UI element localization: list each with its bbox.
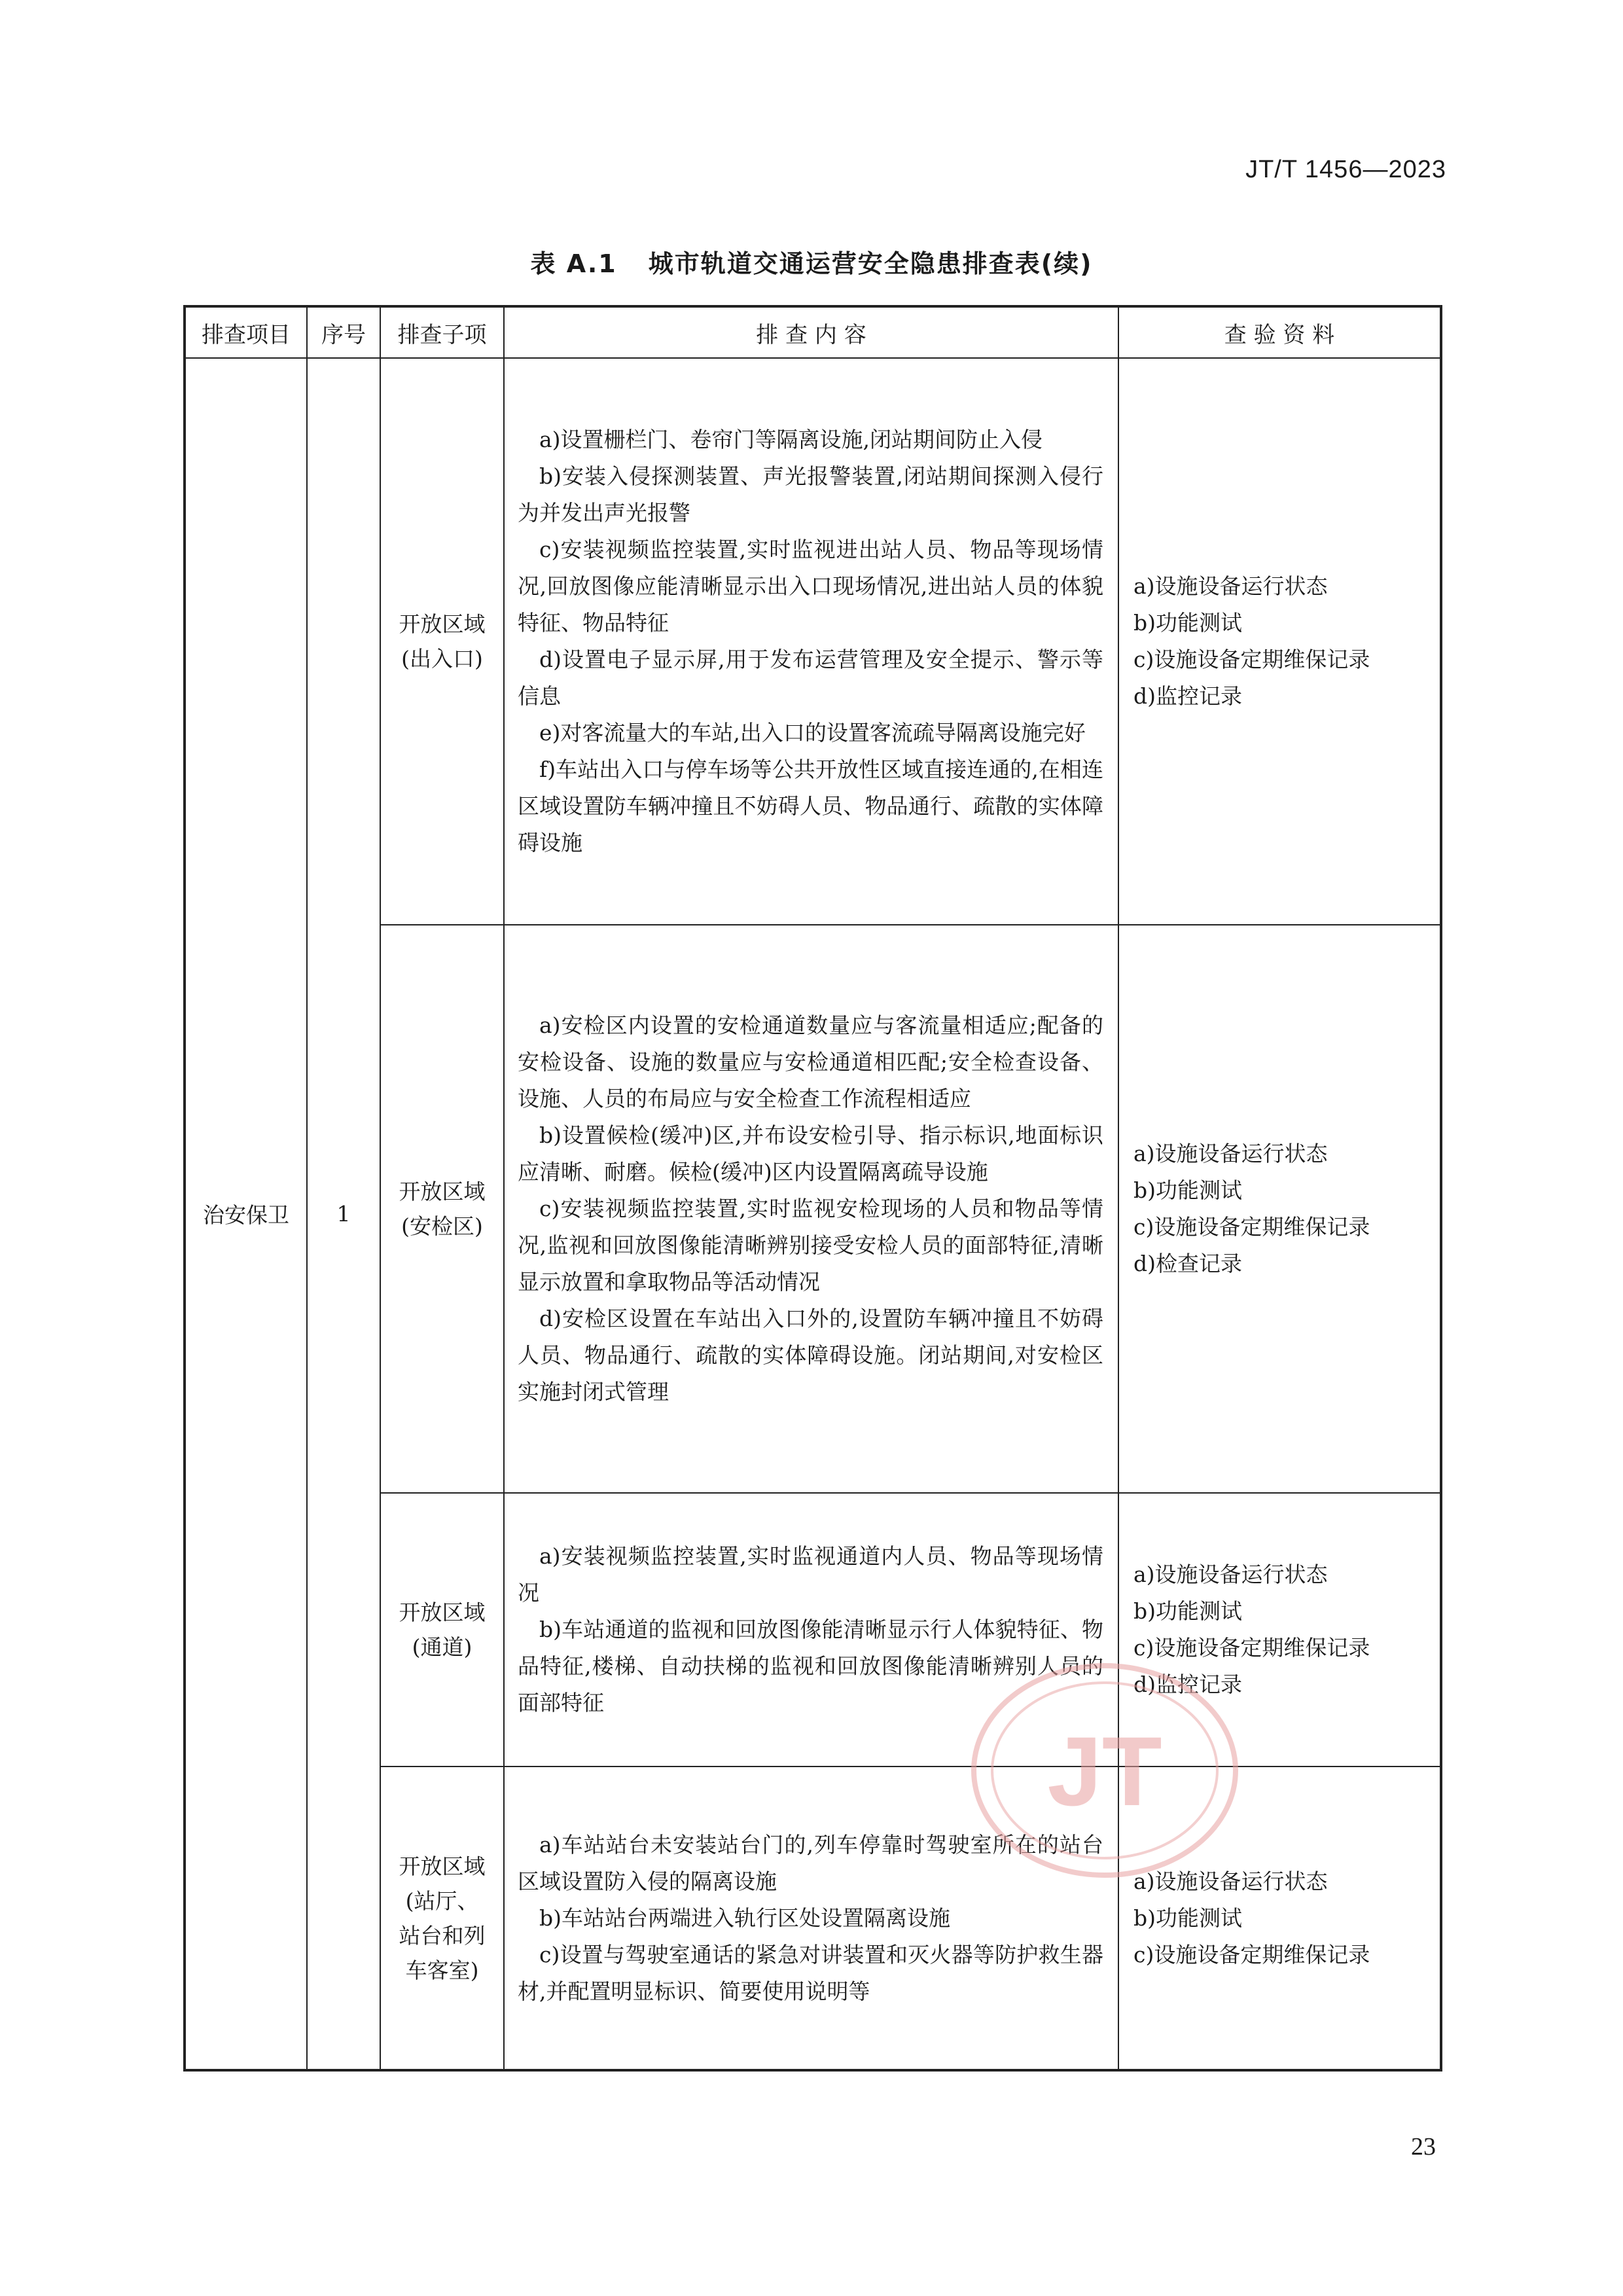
content-clause: e)对客流量大的车站,出入口的设置客流疏导隔离设施完好 bbox=[539, 720, 1086, 745]
column-header-content: 排 查 内 容 bbox=[504, 306, 1118, 358]
content-cell bbox=[504, 1493, 1118, 1767]
content-clause: b)车站站台两端进入轨行区处设置隔离设施 bbox=[539, 1905, 950, 1931]
column-header-item: 排查项目 bbox=[185, 306, 307, 358]
content-clause: b)安装入侵探测装置、声光报警装置,闭站期间探测入侵行为并发出声光报警 bbox=[518, 463, 1103, 526]
sub-item-line: 开放区域 bbox=[399, 611, 486, 637]
sub-item-line: 开放区域 bbox=[399, 1179, 486, 1204]
doc-item: b)功能测试 bbox=[1133, 1177, 1242, 1203]
doc-item: d)监控记录 bbox=[1133, 683, 1242, 709]
sub-item-line: (出入口) bbox=[401, 646, 483, 672]
content-clause: c)安装视频监控装置,实时监视进出站人员、物品等现场情况,回放图像应能清晰显示出入口现场情况,进出站人员的体貌特征、物品特征 bbox=[518, 537, 1103, 636]
sub-item-cell bbox=[380, 1493, 504, 1767]
sub-item-line: 站台和列 bbox=[399, 1922, 486, 1948]
doc-item: c)设施设备定期维保记录 bbox=[1133, 1635, 1370, 1660]
doc-item: d)监控记录 bbox=[1133, 1672, 1242, 1697]
docs-cell bbox=[1118, 1767, 1441, 2070]
column-header-sub-item: 排查子项 bbox=[380, 306, 504, 358]
content-clause: c)设置与驾驶室通话的紧急对讲装置和灭火器等防护救生器材,并配置明显标识、简要使用说明等 bbox=[518, 1941, 1103, 2004]
column-header-seq: 序号 bbox=[307, 306, 380, 358]
sub-item-line: 开放区域 bbox=[399, 1600, 486, 1625]
docs-cell bbox=[1118, 1493, 1441, 1767]
table-id: 表 A.1 bbox=[530, 249, 617, 278]
content-cell bbox=[504, 925, 1118, 1493]
inspection-item-cell: 治安保卫 bbox=[185, 358, 307, 2070]
doc-item: b)功能测试 bbox=[1133, 610, 1242, 636]
sub-item-cell bbox=[380, 925, 504, 1493]
sequence-cell: 1 bbox=[307, 358, 380, 2070]
document-code: JT/T 1456—2023 bbox=[1245, 156, 1446, 183]
content-clause: b)车站通道的监视和回放图像能清晰显示行人体貌特征、物品特征,楼梯、自动扶梯的监视和回放图像能清晰辨别人员的面部特征 bbox=[518, 1617, 1103, 1715]
docs-cell bbox=[1118, 358, 1441, 925]
sub-item-line: 车客室) bbox=[405, 1957, 479, 1983]
sub-item-cell bbox=[380, 1767, 504, 2070]
sub-item-line: (安检区) bbox=[401, 1213, 483, 1239]
table-title bbox=[183, 243, 1440, 279]
sub-item-line: (通道) bbox=[412, 1634, 473, 1660]
sub-item-cell bbox=[380, 358, 504, 925]
content-clause: a)安装视频监控装置,实时监视通道内人员、物品等现场情况 bbox=[518, 1543, 1103, 1605]
column-header-docs: 查 验 资 料 bbox=[1118, 306, 1441, 358]
doc-item: c)设施设备定期维保记录 bbox=[1133, 1214, 1370, 1240]
doc-item: c)设施设备定期维保记录 bbox=[1133, 647, 1370, 672]
inspection-table bbox=[183, 305, 1442, 2072]
doc-item: a)设施设备运行状态 bbox=[1133, 1141, 1328, 1166]
content-clause: a)安检区内设置的安检通道数量应与客流量相适应;配备的安检设备、设施的数量应与安检通道相匹配;安全检查设备、设施、人员的布局应与安全检查工作流程相适应 bbox=[518, 1013, 1103, 1111]
content-cell bbox=[504, 1767, 1118, 2070]
content-clause: f)车站出入口与停车场等公共开放性区域直接连通的,在相连区域设置防车辆冲撞且不妨碍人员、物品通行、疏散的实体障碍设施 bbox=[518, 757, 1103, 855]
sub-item-line: (站厅、 bbox=[405, 1888, 479, 1914]
doc-item: d)检查记录 bbox=[1133, 1251, 1242, 1276]
doc-item: a)设施设备运行状态 bbox=[1133, 1868, 1328, 1894]
table-row bbox=[185, 358, 1441, 925]
content-clause: d)设置电子显示屏,用于发布运营管理及安全提示、警示等信息 bbox=[518, 647, 1103, 709]
doc-item: a)设施设备运行状态 bbox=[1133, 1562, 1328, 1587]
watermark-text: JT bbox=[1047, 1716, 1162, 1826]
doc-item: b)功能测试 bbox=[1133, 1598, 1242, 1624]
page-number: 23 bbox=[1411, 2133, 1436, 2161]
content-clause: c)安装视频监控装置,实时监视安检现场的人员和物品等情况,监视和回放图像能清晰辨别接受安检人员的面部特征,清晰显示放置和拿取物品等活动情况 bbox=[518, 1196, 1103, 1295]
docs-cell bbox=[1118, 925, 1441, 1493]
content-cell bbox=[504, 358, 1118, 925]
content-clause: a)车站站台未安装站台门的,列车停靠时驾驶室所在的站台区域设置防入侵的隔离设施 bbox=[518, 1831, 1103, 1894]
sub-item-line: 开放区域 bbox=[399, 1853, 486, 1879]
table-title-text: 城市轨道交通运营安全隐患排查表(续) bbox=[648, 249, 1093, 278]
content-clause: b)设置候检(缓冲)区,并布设安检引导、指示标识,地面标识应清晰、耐磨。候检(缓冲)区内设置隔离疏导设施 bbox=[518, 1122, 1103, 1185]
content-clause: d)安检区设置在车站出入口外的,设置防车辆冲撞且不妨碍人员、物品通行、疏散的实体障碍设施。闭站期间,对安检区实施封闭式管理 bbox=[518, 1306, 1103, 1405]
doc-item: b)功能测试 bbox=[1133, 1905, 1242, 1931]
doc-item: a)设施设备运行状态 bbox=[1133, 573, 1328, 599]
content-clause: a)设置栅栏门、卷帘门等隔离设施,闭站期间防止入侵 bbox=[539, 427, 1043, 452]
table-header-row bbox=[185, 306, 1441, 358]
doc-item: c)设施设备定期维保记录 bbox=[1133, 1941, 1370, 1967]
